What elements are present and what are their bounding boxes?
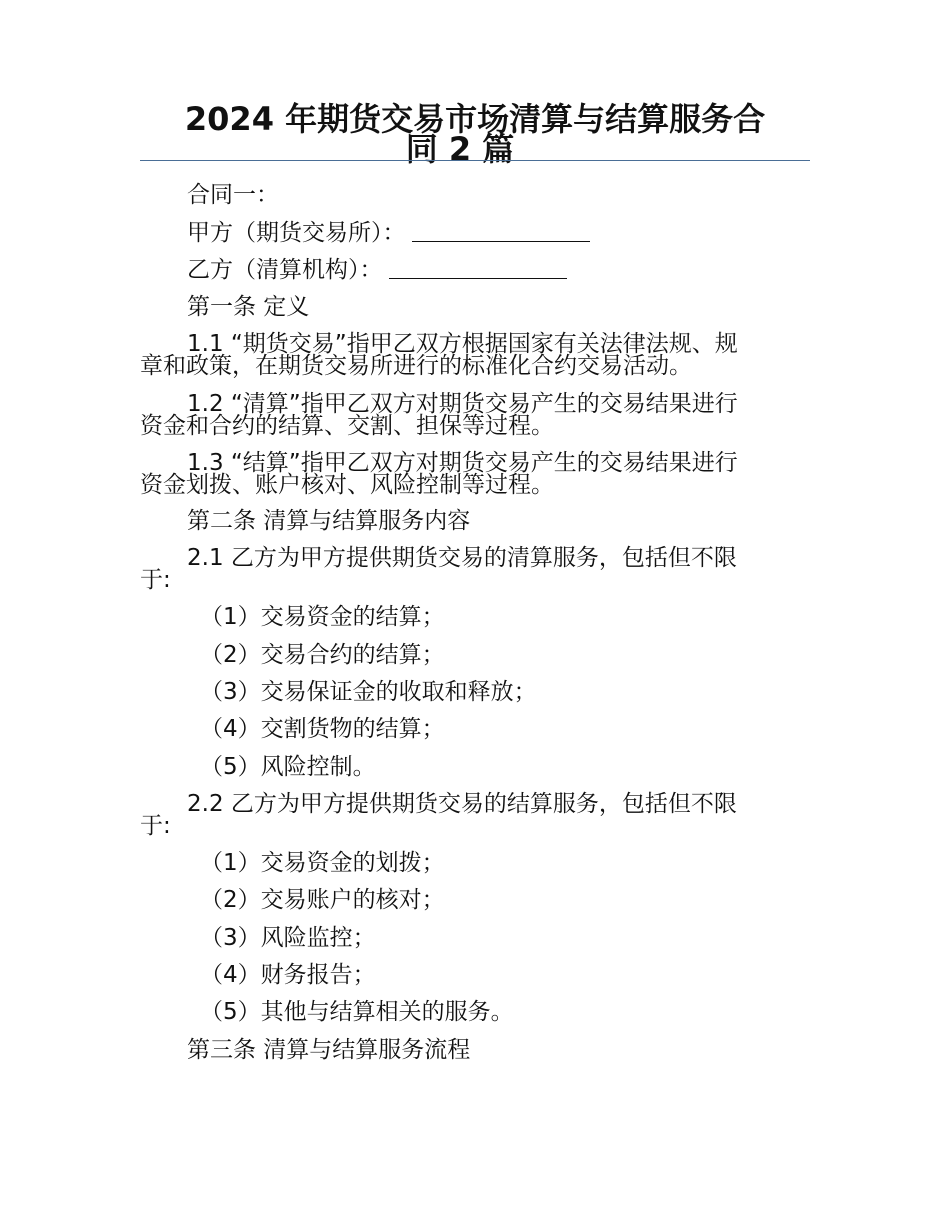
list-item: （4）交割货物的结算； — [200, 716, 445, 742]
party-a-label: 甲方（期货交易所）： — [187, 220, 406, 246]
list-item: （2）交易账户的核对； — [200, 887, 445, 913]
list-item: （1）交易资金的结算； — [200, 604, 445, 630]
list-item: （5）风险控制。 — [200, 754, 376, 780]
clause-1-1-line-2: 章和政策，在期货交易所进行的标准化合约交易活动。 — [140, 353, 692, 379]
article-2-heading: 第二条 清算与结算服务内容 — [187, 508, 471, 534]
list-item: （1）交易资金的划拨； — [200, 850, 445, 876]
title-line-2: 同 2 篇 — [405, 130, 515, 168]
clause-1-1-line-1: 1.1 “期货交易”指甲乙双方根据国家有关法律法规、规 — [187, 331, 738, 357]
article-1-heading: 第一条 定义 — [187, 294, 310, 320]
list-item: （5）其他与结算相关的服务。 — [200, 999, 514, 1025]
party-a-blank[interactable] — [412, 221, 590, 242]
title-underline — [140, 160, 810, 161]
article-3-heading: 第三条 清算与结算服务流程 — [187, 1037, 471, 1063]
party-b-blank[interactable] — [389, 258, 567, 279]
clause-2-2-line-2: 于: — [140, 813, 171, 839]
list-item: （4）财务报告； — [200, 962, 376, 988]
clause-1-3-line-1: 1.3 “结算”指甲乙双方对期货交易产生的交易结果进行 — [187, 450, 738, 476]
document-title — [140, 100, 810, 168]
clause-1-2-line-2: 资金和合约的结算、交割、担保等过程。 — [140, 413, 554, 439]
list-item: （3）风险监控； — [200, 925, 376, 951]
clause-2-1-line-2: 于: — [140, 567, 171, 593]
list-item: （3）交易保证金的收取和释放； — [200, 679, 537, 705]
party-a-line — [187, 220, 590, 246]
list-item: （2）交易合约的结算； — [200, 642, 445, 668]
clause-2-1-line-1: 2.1 乙方为甲方提供期货交易的清算服务，包括但不限 — [187, 545, 737, 571]
clause-1-2-line-1: 1.2 “清算”指甲乙双方对期货交易产生的交易结果进行 — [187, 391, 738, 417]
party-b-label: 乙方（清算机构）： — [187, 257, 383, 283]
contract-heading: 合同一： — [187, 182, 279, 208]
clause-2-2-line-1: 2.2 乙方为甲方提供期货交易的结算服务，包括但不限 — [187, 791, 737, 817]
clause-1-3-line-2: 资金划拨、账户核对、风险控制等过程。 — [140, 472, 554, 498]
party-b-line — [187, 257, 567, 283]
title-line-1: 2024 年期货交易市场清算与结算服务合 — [184, 100, 766, 138]
